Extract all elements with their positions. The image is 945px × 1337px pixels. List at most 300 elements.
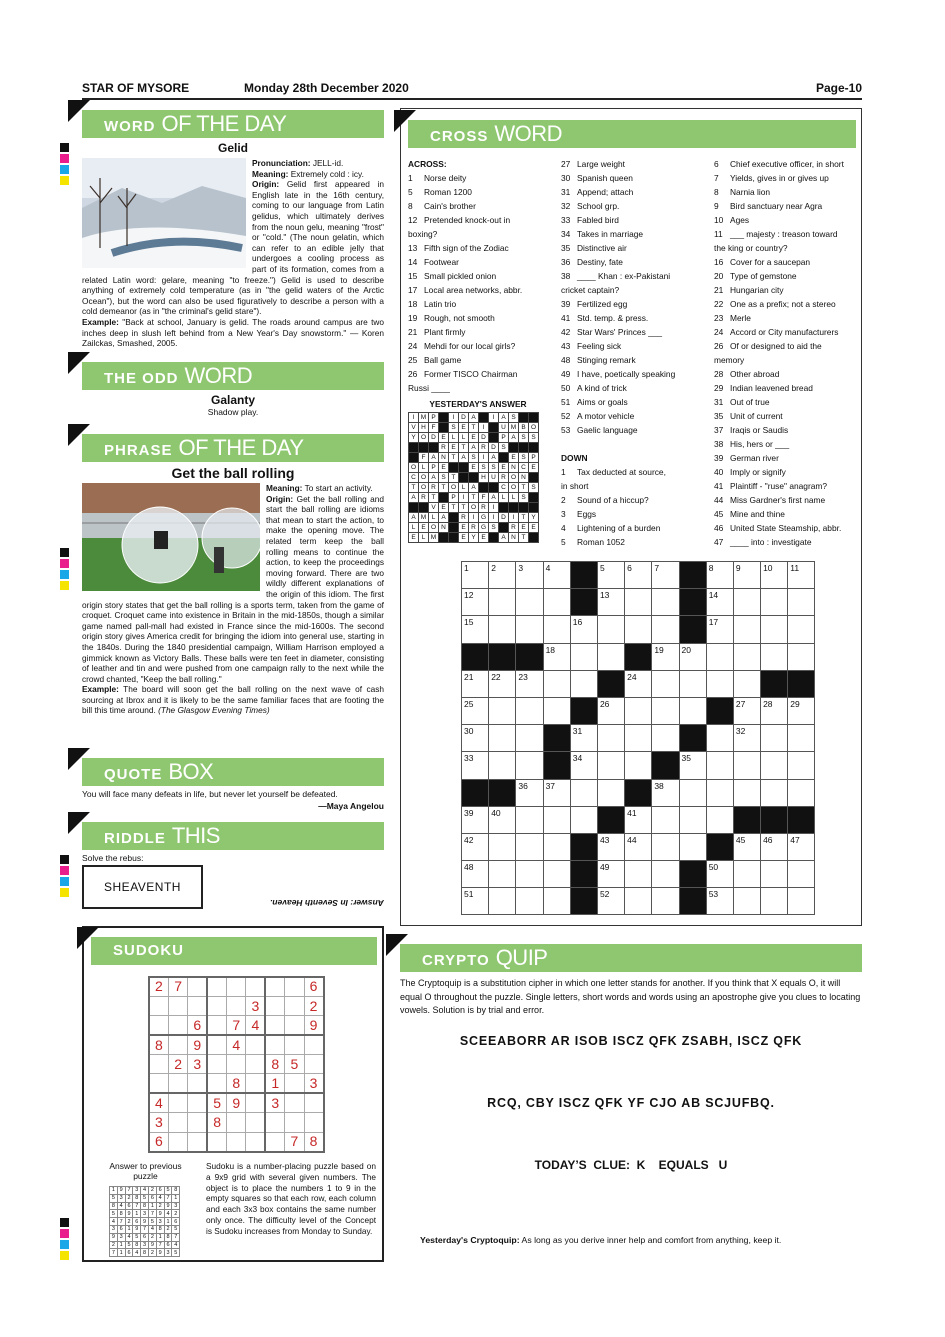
crossword-cell[interactable] <box>733 888 760 915</box>
solution-cell: 8 <box>133 1194 141 1202</box>
sudoku-cell[interactable] <box>304 1055 323 1074</box>
sudoku-cell: 6 <box>188 1016 207 1035</box>
crossword-cell[interactable] <box>788 589 815 616</box>
sudoku-grid[interactable] <box>148 976 325 1153</box>
crossword-cell[interactable] <box>570 643 597 670</box>
crossword-cell[interactable]: 22 <box>489 670 516 697</box>
sudoku-cell[interactable] <box>246 1035 265 1054</box>
sudoku-cell[interactable] <box>285 977 304 996</box>
crossword-cell[interactable]: 45 <box>733 833 760 860</box>
answer-cell: L <box>459 483 469 493</box>
crossword-cell[interactable] <box>489 888 516 915</box>
crossword-cell[interactable] <box>761 888 788 915</box>
answer-cell <box>529 413 539 423</box>
across-clue: 17 Local area networks, abbr. <box>408 285 523 295</box>
answer-cell: L <box>509 493 519 503</box>
sudoku-cell[interactable] <box>207 996 226 1015</box>
answer-cell: E <box>439 463 449 473</box>
wotd-text: Pronunciation: JELL-id. Meaning: Extremely cold : icy. Origin: Gelid first appeared in English late in the 16th century, coming to our language from Latin gelidus, which ultimately derives from the noun gelu, meaning "frost" or "cold." (The noun gelatin, which can refer to an edible jelly that undergoes a cooling process as part of its formation, comes from a related Latin word: gelare, meaning "to freeze.") Gelid is used to describe anything of extremely cold temperature (as in "the gelid waters of the Arctic Ocean"), but the word can also be used figuratively to describe a person with a cold demeanor (as in "the criminal's gelid stare"). Example: "Back at school, January is gelid. The roads around campus are two inches deep in slush left behind from a New Year's Day snowstorm." — Koren Zailckas, Smashed, 2005. <box>82 158 384 349</box>
answer-cell <box>449 513 459 523</box>
down-clue: 35 Unit of current <box>714 411 783 421</box>
crossword-cell[interactable] <box>679 779 706 806</box>
answer-cell: T <box>519 513 529 523</box>
crossword-cell[interactable]: 4 <box>543 562 570 589</box>
crossword-cell[interactable]: 46 <box>761 833 788 860</box>
crossword-cell[interactable] <box>543 861 570 888</box>
sudoku-cell[interactable] <box>227 1132 246 1151</box>
crossword-cell[interactable]: 43 <box>597 833 624 860</box>
answer-cell: M <box>509 423 519 433</box>
crossword-cell <box>679 616 706 643</box>
solution-cell: 7 <box>164 1194 172 1202</box>
crossword-cell[interactable] <box>652 616 679 643</box>
crossword-cell[interactable]: 18 <box>543 643 570 670</box>
solution-cell: 9 <box>110 1233 118 1241</box>
crossword-cell[interactable]: 11 <box>788 562 815 589</box>
crossword-cell[interactable] <box>489 725 516 752</box>
solution-cell: 2 <box>172 1210 180 1218</box>
sudoku-cell[interactable] <box>227 1055 246 1074</box>
crossword-cell[interactable] <box>597 725 624 752</box>
sudoku-cell: 2 <box>168 1055 187 1074</box>
solution-cell: 5 <box>125 1241 133 1249</box>
crossword-cell[interactable] <box>597 643 624 670</box>
crossword-cell[interactable] <box>489 833 516 860</box>
crossword-cell[interactable] <box>706 752 733 779</box>
crossword-cell[interactable] <box>489 616 516 643</box>
crossword-cell[interactable]: 6 <box>625 562 652 589</box>
crossword-cell[interactable]: 49 <box>597 861 624 888</box>
answer-cell: A <box>469 413 479 423</box>
sudoku-cell: 7 <box>227 1016 246 1035</box>
crossword-cell[interactable]: 16 <box>570 616 597 643</box>
crossword-cell <box>733 806 760 833</box>
solution-cell: 8 <box>156 1225 164 1233</box>
sudoku-cell: 8 <box>207 1113 226 1132</box>
sudoku-cell[interactable] <box>168 1074 187 1093</box>
sudoku-cell[interactable] <box>285 1016 304 1035</box>
answer-cell: E <box>519 523 529 533</box>
sudoku-cell[interactable] <box>207 1074 226 1093</box>
sudoku-cell[interactable] <box>304 1035 323 1054</box>
sudoku-cell[interactable] <box>188 1074 207 1093</box>
solution-cell: 5 <box>148 1218 156 1226</box>
crossword-cell[interactable] <box>543 697 570 724</box>
answer-cell <box>509 443 519 453</box>
crossword-cell <box>570 861 597 888</box>
sudoku-cell[interactable] <box>149 996 168 1015</box>
answer-cell: E <box>529 463 539 473</box>
crossword-cell[interactable] <box>706 643 733 670</box>
crossword-section: CROSS WORD ACROSS: 1 Norse deity 5 Roman 1200 8 Cain's brother 12 Pretended knock-out in boxing? 13 Fifth sign of the Zodiac 14 Footwear 15 Small pickled onion 17 Local area networks, abbr. 18 Latin trio 19 Rough, not smooth 21 Plant firmly 24 Mehdi for our local girls? 25 Ball game 26 Former TISCO Chairman Russi ____ YESTERDAY'S ANSWER I M P I D A I A S V H F S E T I U M B O Y O D E L L E D P A S S R E T A R D S F A N T A S I A E S P O L P E E S S E N C E C O A S T H U R O N T O R T O L A C O T S A R T P I T F A L L S V E T T O R I A M L A R I G I D I T Y L E O N E R G S R E E E L M E Y E A N T 27 Large weight 30 Spanish queen 31 Append; attach 32 School grp. 33 Fabled bird 34 Takes in marriage 35 Distinctive air 36 Destiny, fate 38 ____ Khan : ex-Pakistani cricket captain? 39 Fertilized egg 41 Std. temp. & press. 42 Star Wars' Princes ___ 43 Feeling sick 48 Stinging remark 49 I have, poetically speaking 50 A kind of trick 51 Aims or goals 52 A motor vehicle 53 Gaelic language DOWN 1 Tax deducted at source, in short 2 Sound of a hiccup? 3 Eggs 4 Lightening of a burden 5 Roman 1052 6 Chief executive officer, in short 7 Yields, gives in or gives up 8 Narnia lion 9 Bird sanctuary near Agra 10 Ages 11 ___ majesty : treason toward the king or country? 16 Cover for a saucepan 20 Type of gemstone 21 Hungarian city 22 One as a prefix; not a stereo 23 Merle 24 Accord or City manufacturers 26 Of or designed to aid the memory 28 Other abroad 29 Indian leavened bread 31 Out of true 35 Unit of current 37 Iraqis or Saudis 38 His, hers or ___ 39 German river 40 Imply or signify 41 Plaintiff - "ruse" anagram? 44 Miss Gardner's first name 45 Mine and thine 46 United State Steamship, abbr. 47 ____ into : investigate 1 2 3 4 5 6 7 8 9 10 11 12 13 14 15 16 17 18 19 20 21 22 23 24 25 26 27 28 29 30 31 32 33 34 35 36 37 38 39 40 41 42 43 44 45 46 47 48 49 50 51 52 53 <box>400 108 862 926</box>
crossword-cell[interactable]: 35 <box>679 752 706 779</box>
crossword-cell[interactable] <box>788 643 815 670</box>
crossword-cell[interactable] <box>516 589 543 616</box>
crossword-cell[interactable] <box>706 806 733 833</box>
crossword-cell[interactable] <box>788 779 815 806</box>
crossword-cell[interactable] <box>516 888 543 915</box>
crossword-cell[interactable] <box>761 643 788 670</box>
solution-cell: 3 <box>117 1233 125 1241</box>
crossword-cell[interactable] <box>516 861 543 888</box>
crossword-cell[interactable]: 21 <box>462 670 489 697</box>
crossword-cell <box>597 806 624 833</box>
crossword-cell[interactable] <box>625 589 652 616</box>
crossword-cell[interactable]: 17 <box>706 616 733 643</box>
crossword-cell[interactable] <box>652 670 679 697</box>
crossword-cell[interactable] <box>516 806 543 833</box>
crossword-cell[interactable] <box>516 752 543 779</box>
crossword-cell[interactable]: 10 <box>761 562 788 589</box>
crossword-cell[interactable] <box>706 670 733 697</box>
answer-cell: N <box>439 523 449 533</box>
solution-cell: 2 <box>156 1202 164 1210</box>
sudoku-cell[interactable] <box>227 1113 246 1132</box>
crossword-cell[interactable] <box>733 670 760 697</box>
crossword-cell[interactable]: 24 <box>625 670 652 697</box>
crossword-cell[interactable]: 12 <box>462 589 489 616</box>
crossword-cell[interactable] <box>761 589 788 616</box>
answer-cell: S <box>469 453 479 463</box>
crossword-cell[interactable] <box>761 725 788 752</box>
across-clue: 19 Rough, not smooth <box>408 313 495 323</box>
across-clue: 8 Cain's brother <box>408 201 476 211</box>
crossword-cell[interactable] <box>788 725 815 752</box>
down-clue: 20 Type of gemstone <box>714 271 797 281</box>
crossword-cell[interactable] <box>516 697 543 724</box>
across-clue: 51 Aims or goals <box>561 397 628 407</box>
answer-cell: I <box>449 413 459 423</box>
crossword-cell <box>570 562 597 589</box>
crossword-cell <box>625 643 652 670</box>
answer-cell: U <box>499 423 509 433</box>
sudoku-cell[interactable] <box>285 996 304 1015</box>
sudoku-cell[interactable] <box>285 1113 304 1132</box>
crossword-cell[interactable]: 36 <box>516 779 543 806</box>
sudoku-cell[interactable] <box>168 1093 187 1112</box>
crossword-cell[interactable] <box>733 752 760 779</box>
answer-cell: R <box>419 493 429 503</box>
sudoku-cell[interactable] <box>265 977 284 996</box>
crossword-cell[interactable] <box>788 616 815 643</box>
sudoku-cell[interactable] <box>246 1074 265 1093</box>
across-clue: 14 Footwear <box>408 257 459 267</box>
sudoku-cell: 1 <box>265 1074 284 1093</box>
crossword-cell[interactable] <box>597 752 624 779</box>
sudoku-cell[interactable] <box>265 996 284 1015</box>
sudoku-cell[interactable] <box>168 1016 187 1035</box>
solution-cell: 6 <box>148 1194 156 1202</box>
answer-cell <box>469 473 479 483</box>
sudoku-cell: 4 <box>149 1093 168 1112</box>
crossword-cell[interactable] <box>543 888 570 915</box>
crossword-cell <box>788 806 815 833</box>
sudoku-cell[interactable] <box>246 1055 265 1074</box>
down-clue: 46 United State Steamship, abbr. <box>714 523 842 533</box>
crossword-cell[interactable] <box>489 752 516 779</box>
solution-cell: 7 <box>141 1225 149 1233</box>
issue-date: Monday 28th December 2020 <box>244 81 409 95</box>
sudoku-cell[interactable] <box>285 1074 304 1093</box>
crossword-cell[interactable]: 37 <box>543 779 570 806</box>
sudoku-cell[interactable] <box>246 977 265 996</box>
crossword-cell[interactable] <box>543 616 570 643</box>
crossword-cell[interactable]: 25 <box>462 697 489 724</box>
crossword-cell[interactable]: 42 <box>462 833 489 860</box>
crossword-cell[interactable] <box>625 697 652 724</box>
crossword-cell[interactable] <box>652 725 679 752</box>
crossword-cell[interactable] <box>516 725 543 752</box>
crossword-cell[interactable]: 9 <box>733 562 760 589</box>
crossword-cell[interactable] <box>706 779 733 806</box>
crossword-cell[interactable]: 28 <box>761 697 788 724</box>
crossword-cell[interactable] <box>570 779 597 806</box>
down-clue: in short <box>561 481 589 491</box>
sudoku-cell[interactable] <box>207 1055 226 1074</box>
crossword-cell[interactable]: 51 <box>462 888 489 915</box>
sudoku-cell[interactable] <box>304 1113 323 1132</box>
down-clue: 9 Bird sanctuary near Agra <box>714 201 823 211</box>
cryptoquip-line-2: RCQ, CBY ISCZ QFK YF CJO AB SCJUFBQ. <box>487 1095 775 1110</box>
answer-cell <box>529 473 539 483</box>
crossword-cell[interactable] <box>489 589 516 616</box>
answer-cell: A <box>469 483 479 493</box>
answer-cell: U <box>489 473 499 483</box>
crossword-cell[interactable]: 5 <box>597 562 624 589</box>
solution-cell: 4 <box>110 1218 118 1226</box>
rebus-box: SHEAVENTH <box>82 865 203 909</box>
solution-cell: 4 <box>117 1202 125 1210</box>
across-clue: 52 A motor vehicle <box>561 411 635 421</box>
solution-cell: 7 <box>148 1210 156 1218</box>
answer-cell: N <box>509 463 519 473</box>
crossword-cell[interactable] <box>761 616 788 643</box>
answer-cell: D <box>459 413 469 423</box>
crossword-cell[interactable]: 40 <box>489 806 516 833</box>
sudoku-cell[interactable] <box>246 1132 265 1151</box>
sudoku-cell: 3 <box>246 996 265 1015</box>
solution-cell: 3 <box>117 1194 125 1202</box>
sudoku-cell[interactable] <box>188 977 207 996</box>
answer-cell: F <box>479 493 489 503</box>
sudoku-cell[interactable] <box>188 1093 207 1112</box>
crossword-cell[interactable]: 52 <box>597 888 624 915</box>
crossword-cell[interactable]: 33 <box>462 752 489 779</box>
crossword-cell[interactable] <box>625 616 652 643</box>
crossword-cell[interactable]: 41 <box>625 806 652 833</box>
sudoku-cell[interactable] <box>207 1016 226 1035</box>
answer-cell: N <box>509 533 519 543</box>
crossword-cell[interactable] <box>543 806 570 833</box>
crossword-cell[interactable]: 2 <box>489 562 516 589</box>
answer-cell <box>529 533 539 543</box>
answer-cell <box>529 443 539 453</box>
solution-cell: 5 <box>110 1194 118 1202</box>
crossword-cell[interactable]: 1 <box>462 562 489 589</box>
sudoku-cell[interactable] <box>207 977 226 996</box>
solution-cell: 8 <box>172 1187 180 1195</box>
sudoku-cell[interactable] <box>285 1093 304 1112</box>
crossword-cell[interactable] <box>543 833 570 860</box>
crossword-cell[interactable]: 38 <box>652 779 679 806</box>
across-clue: 53 Gaelic language <box>561 425 638 435</box>
sudoku-cell[interactable] <box>168 1132 187 1151</box>
crossword-cell[interactable] <box>652 806 679 833</box>
crossword-cell[interactable]: 27 <box>733 697 760 724</box>
sudoku-cell[interactable] <box>168 1035 187 1054</box>
crossword-cell[interactable] <box>761 779 788 806</box>
crossword-cell[interactable]: 29 <box>788 697 815 724</box>
crossword-cell[interactable] <box>489 697 516 724</box>
sudoku-cell: 7 <box>168 977 187 996</box>
sudoku-cell[interactable] <box>207 1132 226 1151</box>
sudoku-cell[interactable] <box>265 1035 284 1054</box>
answer-cell <box>519 443 529 453</box>
crossword-cell[interactable] <box>788 752 815 779</box>
solution-cell: 6 <box>164 1241 172 1249</box>
solution-cell: 3 <box>156 1218 164 1226</box>
cryptoquip-clue: TODAY’S CLUE: K EQUALS U <box>534 1157 728 1172</box>
solution-cell: 6 <box>156 1187 164 1195</box>
crossword-cell[interactable] <box>625 725 652 752</box>
crossword-cell[interactable] <box>652 833 679 860</box>
crossword-cell[interactable] <box>652 888 679 915</box>
sudoku-cell[interactable] <box>188 1132 207 1151</box>
sudoku-cell[interactable] <box>227 977 246 996</box>
sudoku-cell: 6 <box>149 1132 168 1151</box>
answer-cell <box>489 423 499 433</box>
crossword-cell[interactable] <box>543 670 570 697</box>
crossword-cell[interactable] <box>516 616 543 643</box>
crossword-grid[interactable] <box>461 561 815 915</box>
sudoku-cell[interactable] <box>188 1113 207 1132</box>
answer-cell: S <box>449 423 459 433</box>
solution-cell: 6 <box>125 1202 133 1210</box>
crossword-cell[interactable] <box>733 861 760 888</box>
sudoku-cell: 8 <box>265 1055 284 1074</box>
crossword-cell[interactable]: 8 <box>706 562 733 589</box>
snow-landscape-image <box>82 158 246 268</box>
crossword-cell[interactable]: 26 <box>597 697 624 724</box>
crossword-cell[interactable] <box>516 833 543 860</box>
crossword-cell[interactable] <box>652 697 679 724</box>
solution-cell: 4 <box>172 1241 180 1249</box>
answer-cell <box>529 493 539 503</box>
crossword-cell[interactable]: 7 <box>652 562 679 589</box>
crossword-cell[interactable] <box>761 752 788 779</box>
sudoku-cell[interactable] <box>149 1055 168 1074</box>
crossword-cell[interactable]: 15 <box>462 616 489 643</box>
across-clue: 33 Fabled bird <box>561 215 619 225</box>
crossword-cell[interactable] <box>733 616 760 643</box>
crossword-cell[interactable]: 30 <box>462 725 489 752</box>
solution-cell: 8 <box>164 1233 172 1241</box>
crossword-cell[interactable]: 20 <box>679 643 706 670</box>
crossword-cell[interactable]: 19 <box>652 643 679 670</box>
crossword-cell <box>706 833 733 860</box>
solution-cell: 5 <box>172 1225 180 1233</box>
crossword-cell[interactable] <box>625 888 652 915</box>
crossword-cell[interactable] <box>733 643 760 670</box>
sudoku-cell[interactable] <box>265 1016 284 1035</box>
crossword-cell[interactable]: 39 <box>462 806 489 833</box>
crossword-cell[interactable] <box>788 888 815 915</box>
crossword-cell[interactable] <box>652 861 679 888</box>
answer-cell: R <box>429 483 439 493</box>
sudoku-cell[interactable] <box>149 1074 168 1093</box>
down-clue: 2 Sound of a hiccup? <box>561 495 649 505</box>
crossword-cell[interactable]: 44 <box>625 833 652 860</box>
crossword-cell[interactable] <box>788 861 815 888</box>
sudoku-cell[interactable] <box>188 996 207 1015</box>
crossword-cell[interactable] <box>625 861 652 888</box>
crossword-cell[interactable] <box>652 589 679 616</box>
crossword-cell[interactable]: 31 <box>570 725 597 752</box>
riddle-answer: Answer: In Seventh Heaven. <box>270 898 384 908</box>
solution-cell: 3 <box>141 1210 149 1218</box>
sudoku-cell[interactable] <box>149 1016 168 1035</box>
crossword-cell <box>761 806 788 833</box>
crossword-cell[interactable] <box>733 779 760 806</box>
answer-cell: O <box>449 483 459 493</box>
crossword-cell[interactable] <box>679 806 706 833</box>
crossword-cell[interactable] <box>679 670 706 697</box>
crossword-cell[interactable] <box>489 861 516 888</box>
sudoku-cell[interactable] <box>168 996 187 1015</box>
crossword-cell[interactable]: 14 <box>706 589 733 616</box>
sudoku-cell[interactable] <box>265 1113 284 1132</box>
solution-cell: 9 <box>141 1218 149 1226</box>
crossword-cell[interactable] <box>625 752 652 779</box>
solution-cell: 2 <box>110 1241 118 1249</box>
sudoku-cell[interactable] <box>265 1132 284 1151</box>
solution-cell: 9 <box>148 1241 156 1249</box>
sudoku-cell[interactable] <box>285 1035 304 1054</box>
crossword-cell[interactable] <box>543 589 570 616</box>
crossword-cell[interactable]: 23 <box>516 670 543 697</box>
answer-cell: A <box>409 513 419 523</box>
crossword-cell[interactable] <box>597 779 624 806</box>
crossword-cell[interactable]: 53 <box>706 888 733 915</box>
sudoku-cell[interactable] <box>304 1093 323 1112</box>
crossword-cell[interactable]: 48 <box>462 861 489 888</box>
sudoku-cell[interactable] <box>168 1113 187 1132</box>
crossword-cell[interactable] <box>570 806 597 833</box>
solution-cell: 1 <box>164 1218 172 1226</box>
crossword-cell[interactable] <box>706 725 733 752</box>
crossword-cell[interactable]: 13 <box>597 589 624 616</box>
crossword-cell[interactable] <box>733 589 760 616</box>
crossword-cell[interactable]: 3 <box>516 562 543 589</box>
sudoku-cell[interactable] <box>227 996 246 1015</box>
crossword-cell[interactable] <box>570 670 597 697</box>
down-clue: 6 Chief executive officer, in short <box>714 159 844 169</box>
crossword-cell[interactable]: 47 <box>788 833 815 860</box>
crossword-cell[interactable] <box>679 697 706 724</box>
sudoku-cell[interactable] <box>207 1035 226 1054</box>
answer-cell: T <box>459 503 469 513</box>
crossword-cell[interactable]: 50 <box>706 861 733 888</box>
crossword-cell[interactable]: 32 <box>733 725 760 752</box>
crossword-cell[interactable]: 34 <box>570 752 597 779</box>
answer-cell: V <box>409 423 419 433</box>
crossword-cell[interactable] <box>679 833 706 860</box>
crossword-cell[interactable] <box>597 616 624 643</box>
crossword-cell[interactable] <box>761 861 788 888</box>
sudoku-cell[interactable] <box>246 1113 265 1132</box>
sudoku-cell[interactable] <box>246 1093 265 1112</box>
answer-cell: T <box>459 443 469 453</box>
